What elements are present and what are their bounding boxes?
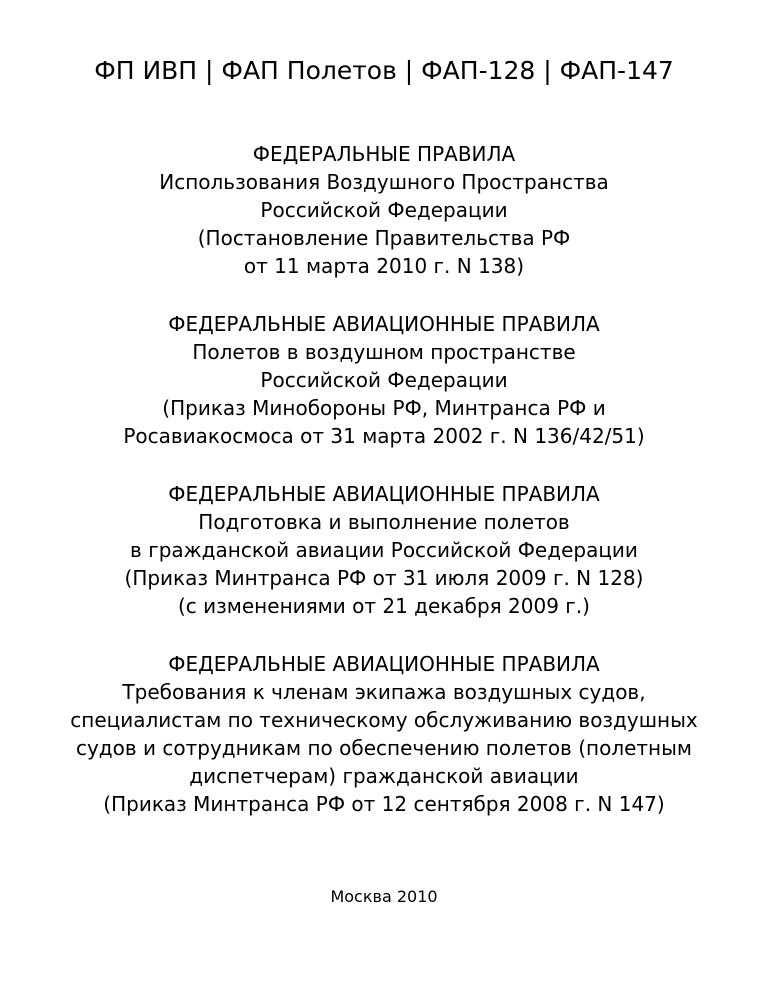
fap-poletov-block	[0, 310, 768, 450]
publication-place-year: Москва 2010	[330, 887, 438, 906]
text-line: (Приказ Минтранса РФ от 12 сентября 2008 г. N 147)	[103, 792, 665, 816]
text-line: диспетчерам) гражданской авиации	[189, 764, 579, 788]
text-line: (Постановление Правительства РФ	[197, 226, 571, 250]
text-line: Использования Воздушного Пространства	[159, 170, 609, 194]
text-line: Росавиакосмоса от 31 марта 2002 г. N 136/42/51)	[123, 424, 645, 448]
fp-ivp-block	[0, 140, 768, 280]
text-line: специалистам по техническому обслуживанию воздушных	[70, 708, 698, 732]
text-line: Требования к членам экипажа воздушных судов,	[122, 680, 646, 704]
text-line: судов и сотрудникам по обеспечению полетов (полетным	[75, 736, 693, 760]
block-title-line: ФЕДЕРАЛЬНЫЕ АВИАЦИОННЫЕ ПРАВИЛА	[168, 482, 600, 506]
document-title-header: ФП ИВП | ФАП Полетов | ФАП-128 | ФАП-147	[94, 56, 674, 85]
text-line: Российской Федерации	[260, 368, 508, 392]
fap-128-block	[0, 480, 768, 620]
fap-147-block	[0, 650, 768, 818]
text-line: Российской Федерации	[260, 198, 508, 222]
text-line: в гражданской авиации Российской Федерации	[130, 538, 638, 562]
text-line: (Приказ Минобороны РФ, Минтранса РФ и	[162, 396, 606, 420]
text-line: (Приказ Минтранса РФ от 31 июля 2009 г. N 128)	[124, 566, 644, 590]
text-line: Полетов в воздушном пространстве	[192, 340, 576, 364]
text-line: Подготовка и выполнение полетов	[198, 510, 570, 534]
block-title-line: ФЕДЕРАЛЬНЫЕ АВИАЦИОННЫЕ ПРАВИЛА	[168, 312, 600, 336]
block-title-line: ФЕДЕРАЛЬНЫЕ АВИАЦИОННЫЕ ПРАВИЛА	[168, 652, 600, 676]
text-line: (с изменениями от 21 декабря 2009 г.)	[178, 594, 590, 618]
text-line: от 11 марта 2010 г. N 138)	[243, 254, 525, 278]
block-title-line: ФЕДЕРАЛЬНЫЕ ПРАВИЛА	[252, 142, 516, 166]
